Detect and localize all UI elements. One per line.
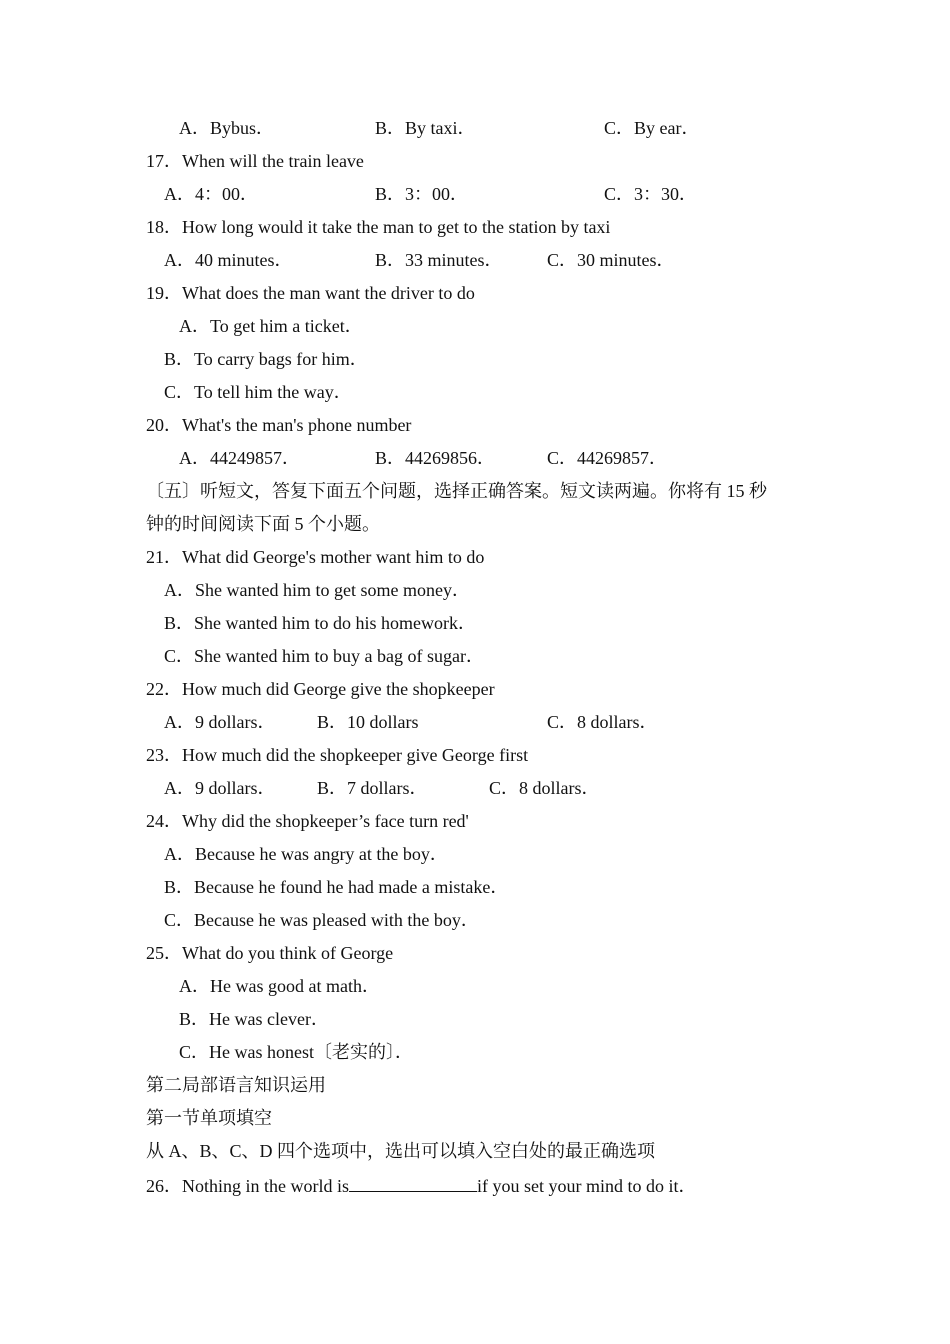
q24-option-b: B．Because he found he had made a mistake．	[164, 877, 509, 897]
q23-option-c: C．8 dollars．	[489, 778, 600, 798]
question-19: 19．What does the man want the driver to do	[146, 283, 475, 303]
question-24: 24．Why did the shopkeeper’s face turn red'	[146, 811, 469, 831]
q18-option-c: C．30 minutes．	[547, 250, 675, 270]
question-21: 21．What did George's mother want him to do	[146, 547, 485, 567]
question-25: 25．What do you think of George	[146, 943, 394, 963]
q19-option-c: C．To tell him the way．	[164, 382, 352, 402]
q19-option-b: B．To carry bags for him．	[164, 349, 368, 369]
q26-text-after-blank: if you set your mind to do it．	[477, 1176, 697, 1196]
q16-option-c: C．By ear．	[604, 118, 700, 138]
question-17: 17．When will the train leave	[146, 151, 364, 171]
section-5-instruction-line-2: 钟的时间阅读下面 5 个小题。	[146, 514, 380, 534]
q25-option-b: B．He was clever．	[179, 1009, 329, 1029]
q17-option-a: A．4：00．	[164, 184, 258, 204]
q26-text-before-blank: 26．Nothing in the world is	[146, 1176, 349, 1196]
section-5-instruction-line-1: 〔五〕听短文，答复下面五个问题，选择正确答案。短文读两遍。你将有 15 秒	[146, 481, 767, 501]
question-20: 20．What's the man's phone number	[146, 415, 412, 435]
q17-option-b: B．3：00．	[375, 184, 469, 204]
question-18: 18．How long would it take the man to get to the station by taxi	[146, 217, 611, 237]
q26-answer-blank	[349, 1173, 477, 1192]
q24-option-a: A．Because he was angry at the boy．	[164, 844, 448, 864]
q19-option-a: A．To get him a ticket．	[179, 316, 363, 336]
section-1-heading: 第一节单项填空	[146, 1108, 272, 1128]
part-2-heading: 第二局部语言知识运用	[146, 1075, 326, 1095]
q23-option-a: A．9 dollars．	[164, 778, 276, 798]
q16-option-a: A．Bybus．	[179, 118, 275, 138]
q22-option-c: C．8 dollars．	[547, 712, 658, 732]
q25-option-a: A．He was good at math．	[179, 976, 380, 996]
q18-option-b: B．33 minutes．	[375, 250, 503, 270]
question-26	[146, 1173, 697, 1197]
q21-option-c: C．She wanted him to buy a bag of sugar．	[164, 646, 484, 666]
question-23: 23．How much did the shopkeeper give George first	[146, 745, 529, 765]
q23-option-b: B．7 dollars．	[317, 778, 428, 798]
q22-option-b: B．10 dollars	[317, 712, 419, 732]
q17-option-c: C．3：30．	[604, 184, 698, 204]
q25-option-c: C．He was honest〔老实的〕．	[179, 1042, 413, 1062]
q21-option-a: A．She wanted him to get some money．	[164, 580, 470, 600]
q24-option-c: C．Because he was pleased with the boy．	[164, 910, 479, 930]
section-1-instruction: 从 A、B、C、D 四个选项中，选出可以填入空白处的最正确选项	[146, 1141, 656, 1161]
q22-option-a: A．9 dollars．	[164, 712, 276, 732]
q16-option-b: B．By taxi．	[375, 118, 476, 138]
q21-option-b: B．She wanted him to do his homework．	[164, 613, 476, 633]
q20-option-c: C．44269857．	[547, 448, 668, 468]
q20-option-b: B．44269856．	[375, 448, 496, 468]
q18-option-a: A．40 minutes．	[164, 250, 293, 270]
question-22: 22．How much did George give the shopkeeper	[146, 679, 495, 699]
q20-option-a: A．44249857．	[179, 448, 300, 468]
